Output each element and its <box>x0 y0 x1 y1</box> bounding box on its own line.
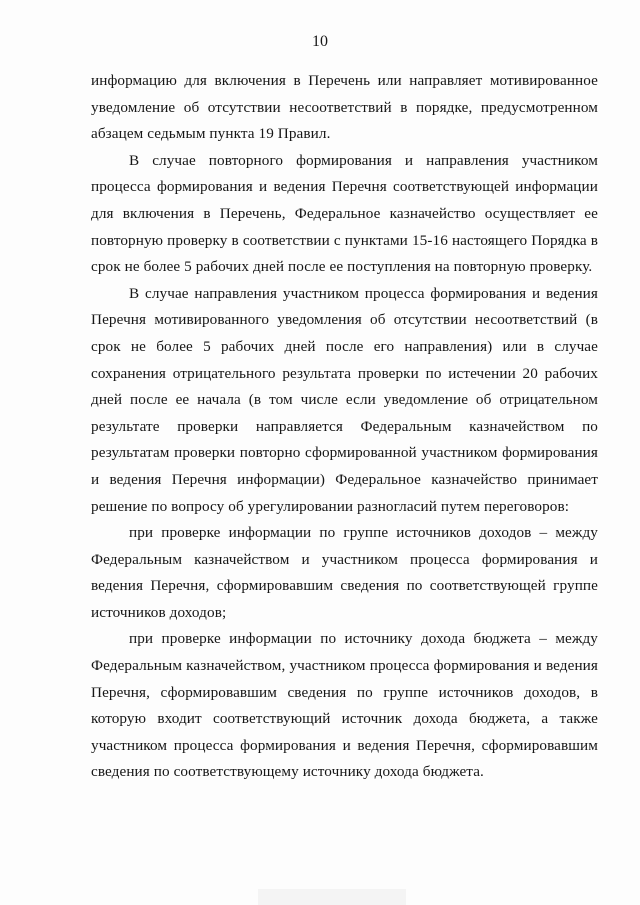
paragraph-3: В случае направления участником процесса формирования и ведения Перечня мотивированного уведомления об отсутствии несоответствий (в срок не более 5 рабочих дней после его направления) или в случае сохранения отрицательного результата проверки по истечении 20 рабочих дней после ее начала (в том числе если уведомление об отрицательном результате проверки направляется Федеральным казначейством по результатам проверки повторно сформированной участником формирования и ведения Перечня информации) Федеральное казначейство принимает решение по вопросу об урегулировании разногласий путем переговоров: <box>91 284 598 515</box>
paragraph-5: при проверке информации по источнику дохода бюджета – между Федеральным казначейством, участником процесса формирования и ведения Перечня, сформировавшим сведения по группе источников доходов, в которую входит соответствующий источник дохода бюджета, а также участником процесса формирования и ведения Перечня, сформировавшим сведения по соответствующему источнику дохода бюджета. <box>91 630 598 781</box>
scan-artifact <box>258 889 406 905</box>
document-body <box>91 68 598 786</box>
page-number: 10 <box>312 33 328 50</box>
paragraph-2: В случае повторного формирования и направления участником процесса формирования и ведения Перечня соответствующей информации для включения в Перечень, Федеральное казначейство осуществляет ее повторную проверку в соответствии с пунктами 15-16 настоящего Порядка в срок не более 5 рабочих дней после ее поступления на повторную проверку. <box>91 151 598 276</box>
paragraph-1: информацию для включения в Перечень или направляет мотивированное уведомление об отсутствии несоответствий в порядке, предусмотренном абзацем седьмым пункта 19 Правил. <box>91 72 598 143</box>
paragraph-4: при проверке информации по группе источников доходов – между Федеральным казначейством и участником процесса формирования и ведения Перечня, сформировавшим сведения по соответствующей группе источников доходов; <box>91 524 598 621</box>
